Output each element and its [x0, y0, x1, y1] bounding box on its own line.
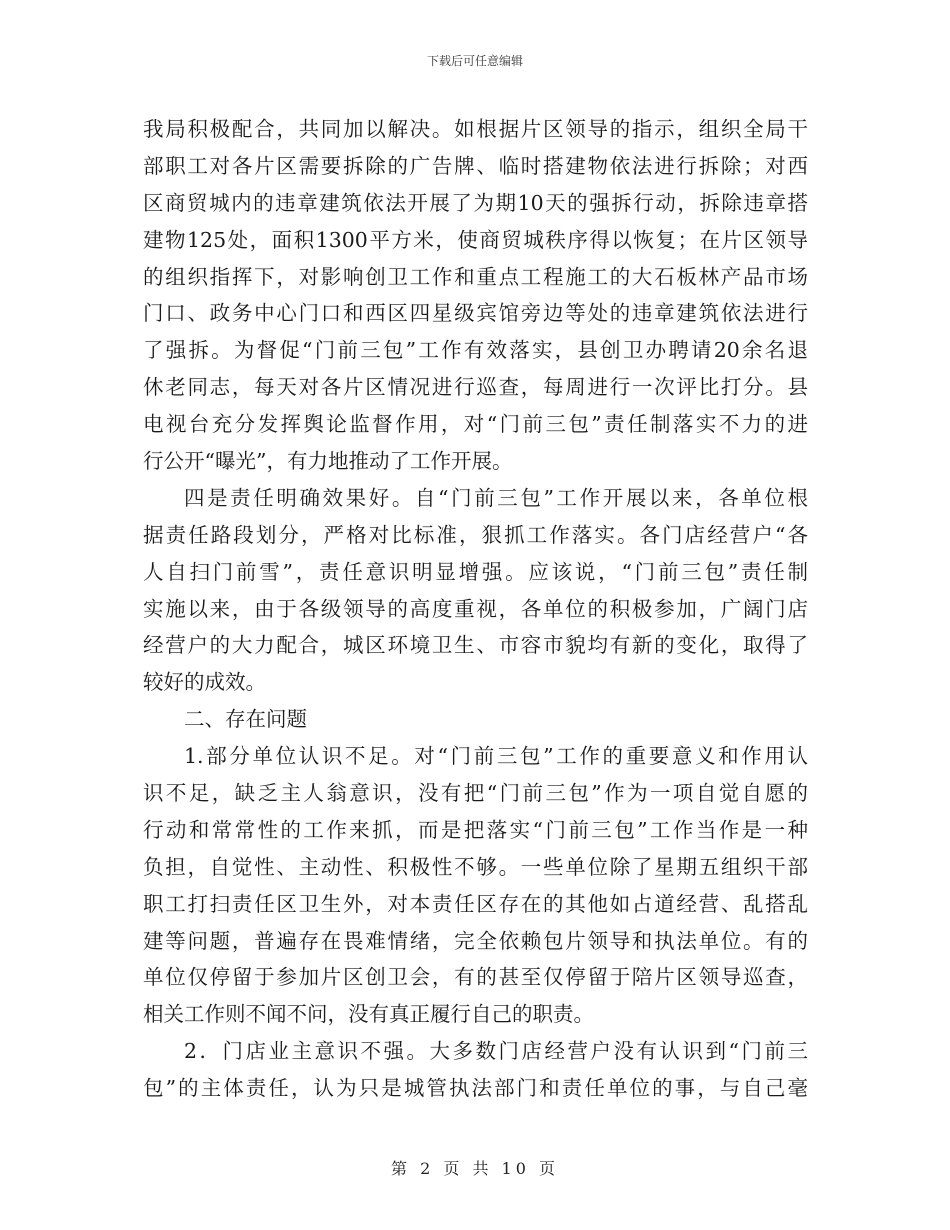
- text-line: 单位仅停留于参加片区创卫会，有的甚至仅停留于陪片区领导巡查，: [143, 965, 808, 990]
- text-line: 行动和常常性的工作来抓，而是把落实“门前三包”工作当作是一种: [143, 817, 808, 842]
- text-line: 识不足，缺乏主人翁意识，没有把“门前三包”作为一项自觉自愿的: [143, 781, 808, 806]
- text-line: 负担，自觉性、主动性、积极性不够。一些单位除了星期五组织干部: [143, 854, 808, 879]
- text-line: 2．门店业主意识不强。大多数门店经营户没有认识到“门前三: [184, 1039, 808, 1064]
- text-line: 建物125处，面积1300平方米，使商贸城秩序得以恢复；在片区领导: [143, 227, 808, 252]
- text-line: 人自扫门前雪”，责任意识明显增强。应该说，“门前三包”责任制: [143, 559, 808, 584]
- text-line: 的组织指挥下，对影响创卫工作和重点工程施工的大石板林产品市场: [143, 264, 808, 289]
- text-line: 部职工对各片区需要拆除的广告牌、临时搭建物依法进行拆除；对西: [143, 153, 808, 178]
- page-header: 下载后可任意编辑: [426, 54, 523, 68]
- text-line: 门口、政务中心门口和西区四星级宾馆旁边等处的违章建筑依法进行: [143, 301, 808, 326]
- text-line: 行公开“曝光”，有力地推动了工作开展。: [143, 449, 513, 474]
- text-line: 了强拆。为督促“门前三包”工作有效落实，县创卫办聘请20余名退: [143, 338, 808, 363]
- text-line: 1.部分单位认识不足。对“门前三包”工作的重要意义和作用认: [184, 744, 808, 769]
- text-line: 我局积极配合，共同加以解决。如根据片区领导的指示，组织全局干: [143, 117, 808, 141]
- text-line: 区商贸城内的违章建筑依法开展了为期10天的强拆行动，拆除违章搭: [143, 190, 808, 215]
- text-line: 实施以来，由于各级领导的高度重视，各单位的积极参加，广阔门店: [143, 596, 808, 621]
- text-line: 休老同志，每天对各片区情况进行巡查，每周进行一次评比打分。县: [143, 375, 808, 400]
- text-line: 包”的主体责任，认为只是城管执法部门和责任单位的事，与自己毫: [143, 1076, 808, 1101]
- text-line: 建等问题，普遍存在畏难情绪，完全依赖包片领导和执法单位。有的: [143, 928, 808, 953]
- text-line: 经营户的大力配合，城区环境卫生、市容市貌均有新的变化，取得了: [143, 633, 808, 658]
- text-line: 电视台充分发挥舆论监督作用，对“门前三包”责任制落实不力的进: [143, 412, 808, 437]
- text-line: 相关工作则不闻不问，没有真正履行自己的职责。: [143, 1002, 594, 1027]
- text-line: 二、存在问题: [184, 707, 307, 732]
- text-line: 四是责任明确效果好。自“门前三包”工作开展以来，各单位根: [184, 485, 808, 510]
- document-body: [143, 111, 808, 1107]
- page-footer: 第 2 页 共 10 页: [391, 1159, 559, 1178]
- text-line: 据责任路段划分，严格对比标准，狠抓工作落实。各门店经营户“各: [143, 522, 808, 547]
- text-line: 职工打扫责任区卫生外，对本责任区存在的其他如占道经营、乱搭乱: [143, 891, 808, 916]
- text-line: 较好的成效。: [143, 670, 266, 695]
